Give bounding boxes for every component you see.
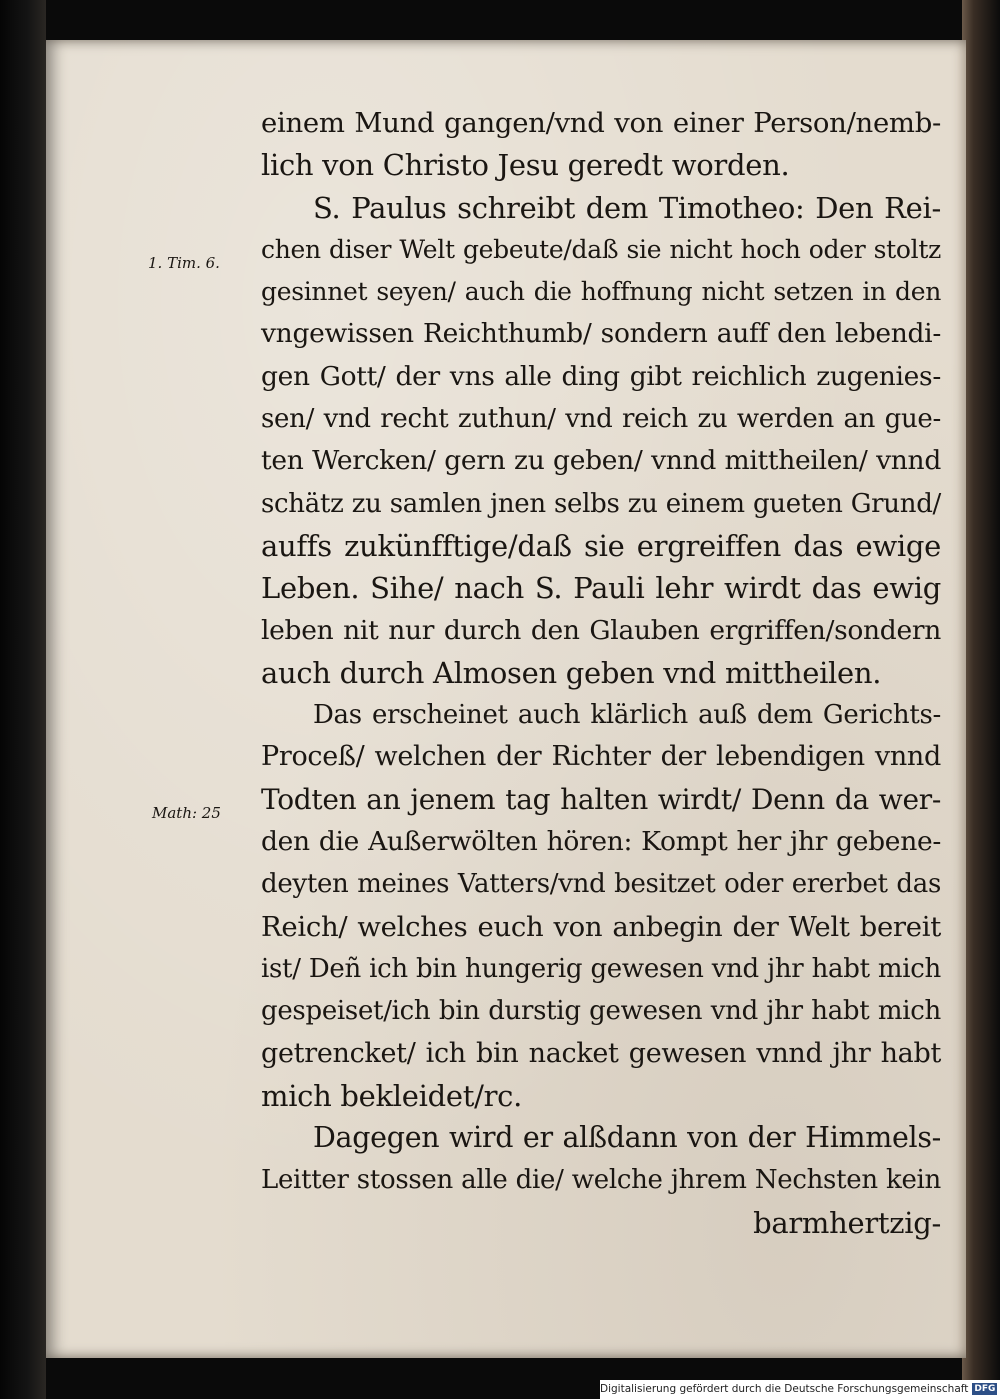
text-line: einem Mund gangen/vnd von einer Person/nemb- xyxy=(261,107,941,139)
dfg-logo-icon: DFG xyxy=(974,1384,996,1394)
book-page xyxy=(46,40,966,1358)
text-line: vngewissen Reichthumb/ sondern auff den lebendi- xyxy=(261,318,941,350)
text-line: gesinnet seyen/ auch die hoffnung nicht setzen in den xyxy=(261,277,941,307)
text-line: auch durch Almosen geben vnd mittheilen. xyxy=(261,655,882,690)
footer-text: Digitalisierung gefördert durch die Deutsche Forschungsgemeinschaft xyxy=(600,1383,969,1395)
body-text xyxy=(261,102,941,1244)
text-line: auffs zukünfftige/daß sie ergreiffen das ewige xyxy=(261,528,941,563)
margin-note: Math: 25 xyxy=(152,804,221,822)
text-line: getrencket/ ich bin nacket gewesen vnnd jhr habt xyxy=(261,1037,941,1069)
text-line: Dagegen wird er alßdann von der Himmels- xyxy=(313,1121,941,1155)
margin-note: 1. Tim. 6. xyxy=(148,254,220,272)
scan-background-left xyxy=(0,0,46,1399)
text-line: Proceß/ welchen der Richter der lebendigen vnnd xyxy=(261,741,941,773)
text-line: gespeiset/ich bin durstig gewesen vnd jhr habt mich xyxy=(261,996,941,1027)
catchword: barmhertzig- xyxy=(753,1205,941,1240)
text-line: leben nit nur durch den Glauben ergriffen/sondern xyxy=(261,614,941,646)
text-line: schätz zu samlen jnen selbs zu einem gueten Grund/ xyxy=(261,488,941,519)
text-line: Leben. Sihe/ nach S. Pauli lehr wirdt das ewig xyxy=(261,571,941,606)
text-line: Leitter stossen alle die/ welche jhrem Nechsten kein xyxy=(261,1165,941,1196)
text-line: ten Wercken/ gern zu geben/ vnnd mittheilen/ vnnd xyxy=(261,445,941,477)
text-line: sen/ vnd recht zuthun/ vnd reich zu werden an gue- xyxy=(261,404,941,435)
text-line: deyten meines Vatters/vnd besitzet oder ererbet das xyxy=(261,869,941,900)
text-line: chen diser Welt gebeute/daß sie nicht hoch oder stoltz xyxy=(261,234,941,264)
text-line: Das erscheinet auch klärlich auß dem Gerichts- xyxy=(313,700,941,731)
text-line: lich von Christo Jesu geredt worden. xyxy=(261,148,790,183)
text-line: Todten an jenem tag halten wirdt/ Denn da wer- xyxy=(261,782,941,816)
text-line: den die Außerwölten hören: Kompt her jhr gebene- xyxy=(261,826,941,858)
scan-background-right xyxy=(962,0,1000,1399)
text-line: mich bekleidet/rc. xyxy=(261,1078,522,1113)
digitization-footer xyxy=(600,1380,1000,1399)
text-line: Reich/ welches euch von anbegin der Welt bereit xyxy=(261,910,941,943)
text-line: gen Gott/ der vns alle ding gibt reichlich zugenies- xyxy=(261,360,941,392)
text-line: ist/ Deñ ich bin hungerig gewesen vnd jhr habt mich xyxy=(261,953,941,984)
text-line: S. Paulus schreibt dem Timotheo: Den Rei- xyxy=(313,190,941,225)
